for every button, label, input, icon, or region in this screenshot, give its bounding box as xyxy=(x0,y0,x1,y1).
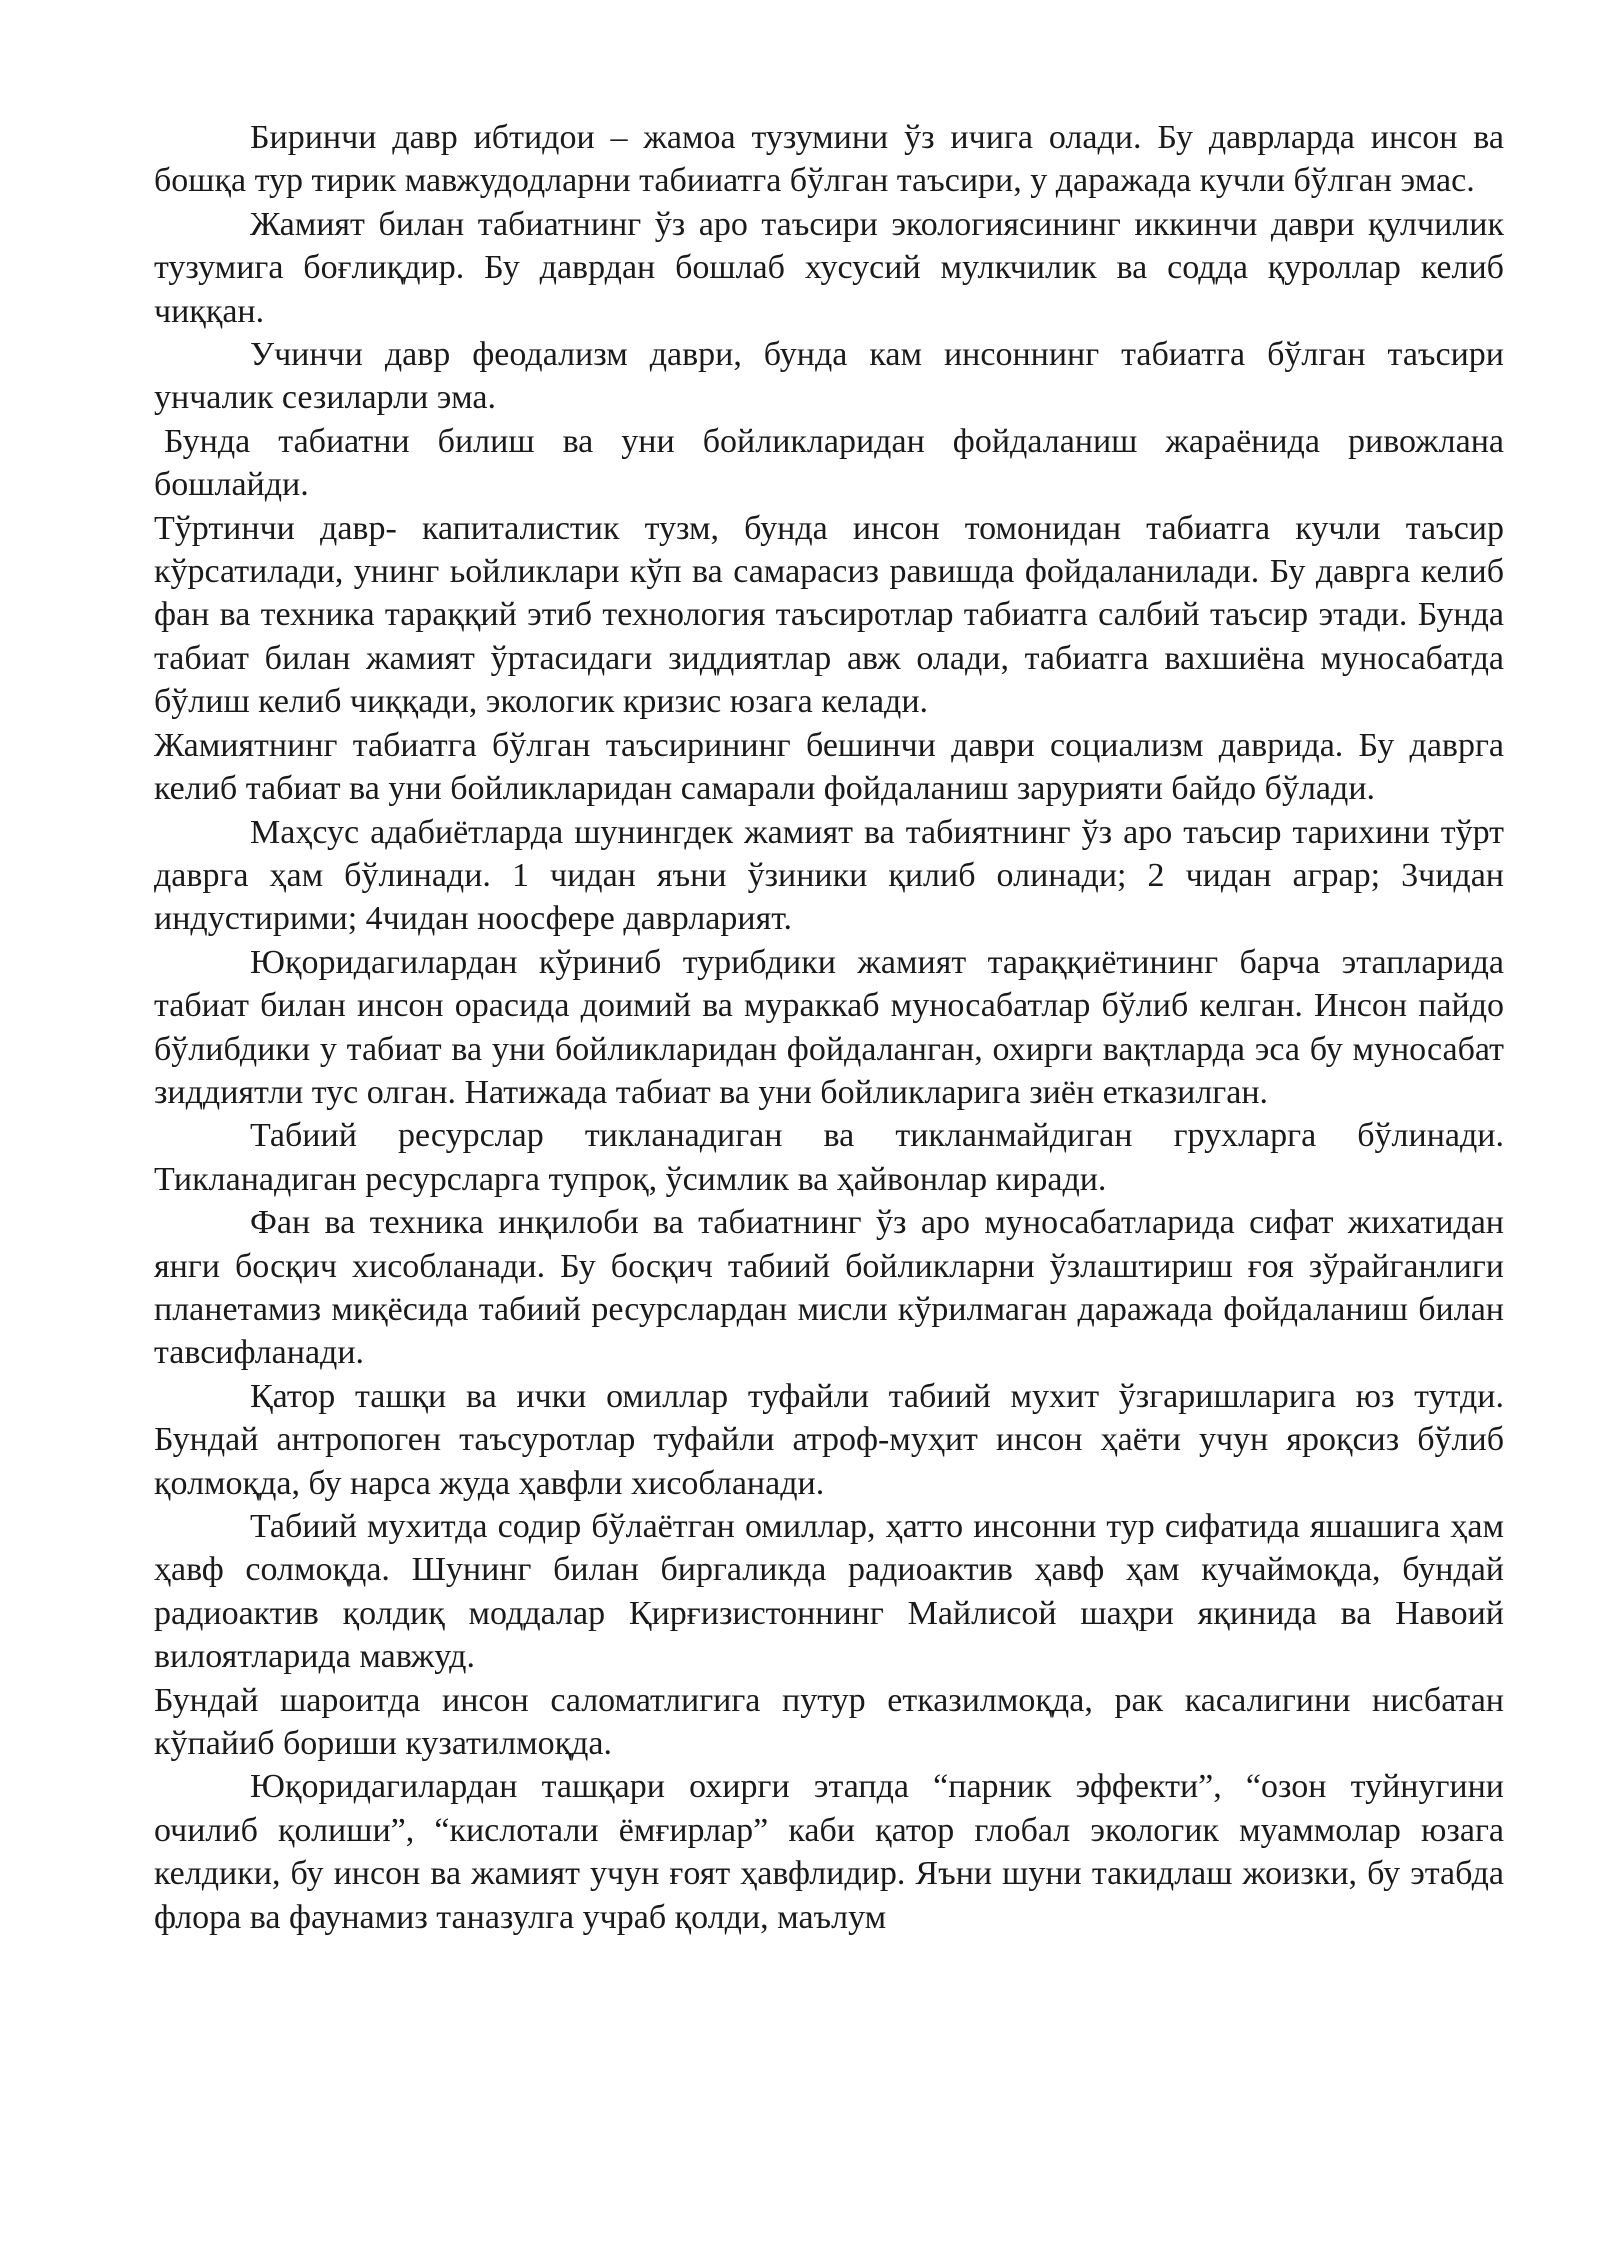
paragraph-5: Тўртинчи давр- капиталистик тузм, бунда инсон томонидан табиатга кучли таъсир кўрсатилади, унинг ьойликлари кўп ва самарасиз равишда фойдаланилади. Бу даврга келиб фан ва техника тараққий этиб технология таъсиротлар табиатга салбий таъсир этади. Бунда табиат билан жамият ўртасидаги зиддиятлар авж олади, табиатга вахшиёна муносабатда бўлиш келиб чиққади, экологик кризис юзага келади. xyxy=(154,509,1504,721)
paragraph-14: Юқоридагилардан ташқари охирги этапда “парник эффекти”, “озон туйнугини очилиб қолиши”, “кислотали ёмғирлар” каби қатор глобал экологик муаммолар юзага келдики, бу инсон ва жамият учун ғоят ҳавфлидир. Яъни шуни такидлаш жоизки, бу этабда флора ва фаунамиз таназулга учраб қолди, маълум xyxy=(154,1768,1504,1936)
paragraph-9: Табиий ресурслар тикланадиган ва тикланмайдиган грухларга бўлинади. Тикланадиган ресурсларга тупроқ, ўсимлик ва ҳайвонлар киради. xyxy=(154,1117,1504,1198)
paragraph-7: Маҳсус адабиётларда шунингдек жамият ва табиятнинг ўз аро таъсир тарихини тўрт даврга ҳам бўлинади. 1 чидан яъни ўзиники қилиб олинади; 2 чидан аграр; 3чидан индустирими; 4чидан ноосфере даврларият. xyxy=(154,813,1504,938)
document-page xyxy=(154,116,1504,1939)
paragraph-1: Биринчи давр ибтидои – жамоа тузумини ўз ичига олади. Бу даврларда инсон ва бошқа тур тирик мавжудодларни табииатга бўлган таъсири, у даражада кучли бўлган эмас. xyxy=(154,119,1504,200)
paragraph-4: Бунда табиатни билиш ва уни бойликларидан фойдаланиш жараёнида ривожлана бошлайди. xyxy=(154,422,1504,504)
paragraph-8: Юқоридагилардан кўриниб турибдики жамият тараққиётининг барча этапларида табиат билан инсон орасида доимий ва мураккаб муносабатлар бўлиб келган. Инсон пайдо бўлибдики у табиат ва уни бойликларидан фойдаланган, охирги вақтларда эса бу муносабат зиддиятли тус олган. Натижада табиат ва уни бойликларига зиён етказилган. xyxy=(154,943,1504,1111)
paragraph-3: Учинчи давр феодализм даври, бунда кам инсоннинг табиатга бўлган таъсири унчалик сезиларли эма. xyxy=(154,336,1504,417)
paragraph-10: Фан ва техника инқилоби ва табиатнинг ўз аро муносабатларида сифат жихатидан янги босқич хисобланади. Бу босқич табиий бойликларни ўзлаштириш ғоя зўрайганлиги планетамиз миқёсида табиий ресурслардан мисли кўрилмаган даражада фойдаланиш билан тавсифланади. xyxy=(154,1204,1504,1372)
paragraph-6: Жамиятнинг табиатга бўлган таъсирининг бешинчи даври социализм даврида. Бу даврга келиб табиат ва уни бойликларидан самарали фойдаланиш зарурияти байдо бўлади. xyxy=(154,726,1504,808)
paragraph-2: Жамият билан табиатнинг ўз аро таъсири экологиясининг иккинчи даври қулчилик тузумига боғлиқдир. Бу даврдан бошлаб хусусий мулкчилик ва содда қуроллар келиб чиққан. xyxy=(154,205,1504,330)
paragraph-11: Қатор ташқи ва ички омиллар туфайли табиий мухит ўзгаришларига юз тутди. Бундай антропоген таъсуротлар туфайли атроф-муҳит инсон ҳаёти учун яроқсиз бўлиб қолмоқда, бу нарса жуда ҳавфли хисобланади. xyxy=(154,1377,1504,1502)
paragraph-13: Бундай шароитда инсон саломатлигига путур етказилмоқда, рак касалигини нисбатан кўпайиб бориши кузатилмоқда. xyxy=(154,1681,1504,1763)
paragraph-12: Табиий мухитда содир бўлаётган омиллар, ҳатто инсонни тур сифатида яшашига ҳам ҳавф солмоқда. Шунинг билан биргаликда радиоактив ҳавф ҳам кучаймоқда, бундай радиоактив қолдиқ моддалар Қирғизистоннинг Майлисой шаҳри яқинида ва Навоий вилоятларида мавжуд. xyxy=(154,1508,1504,1676)
